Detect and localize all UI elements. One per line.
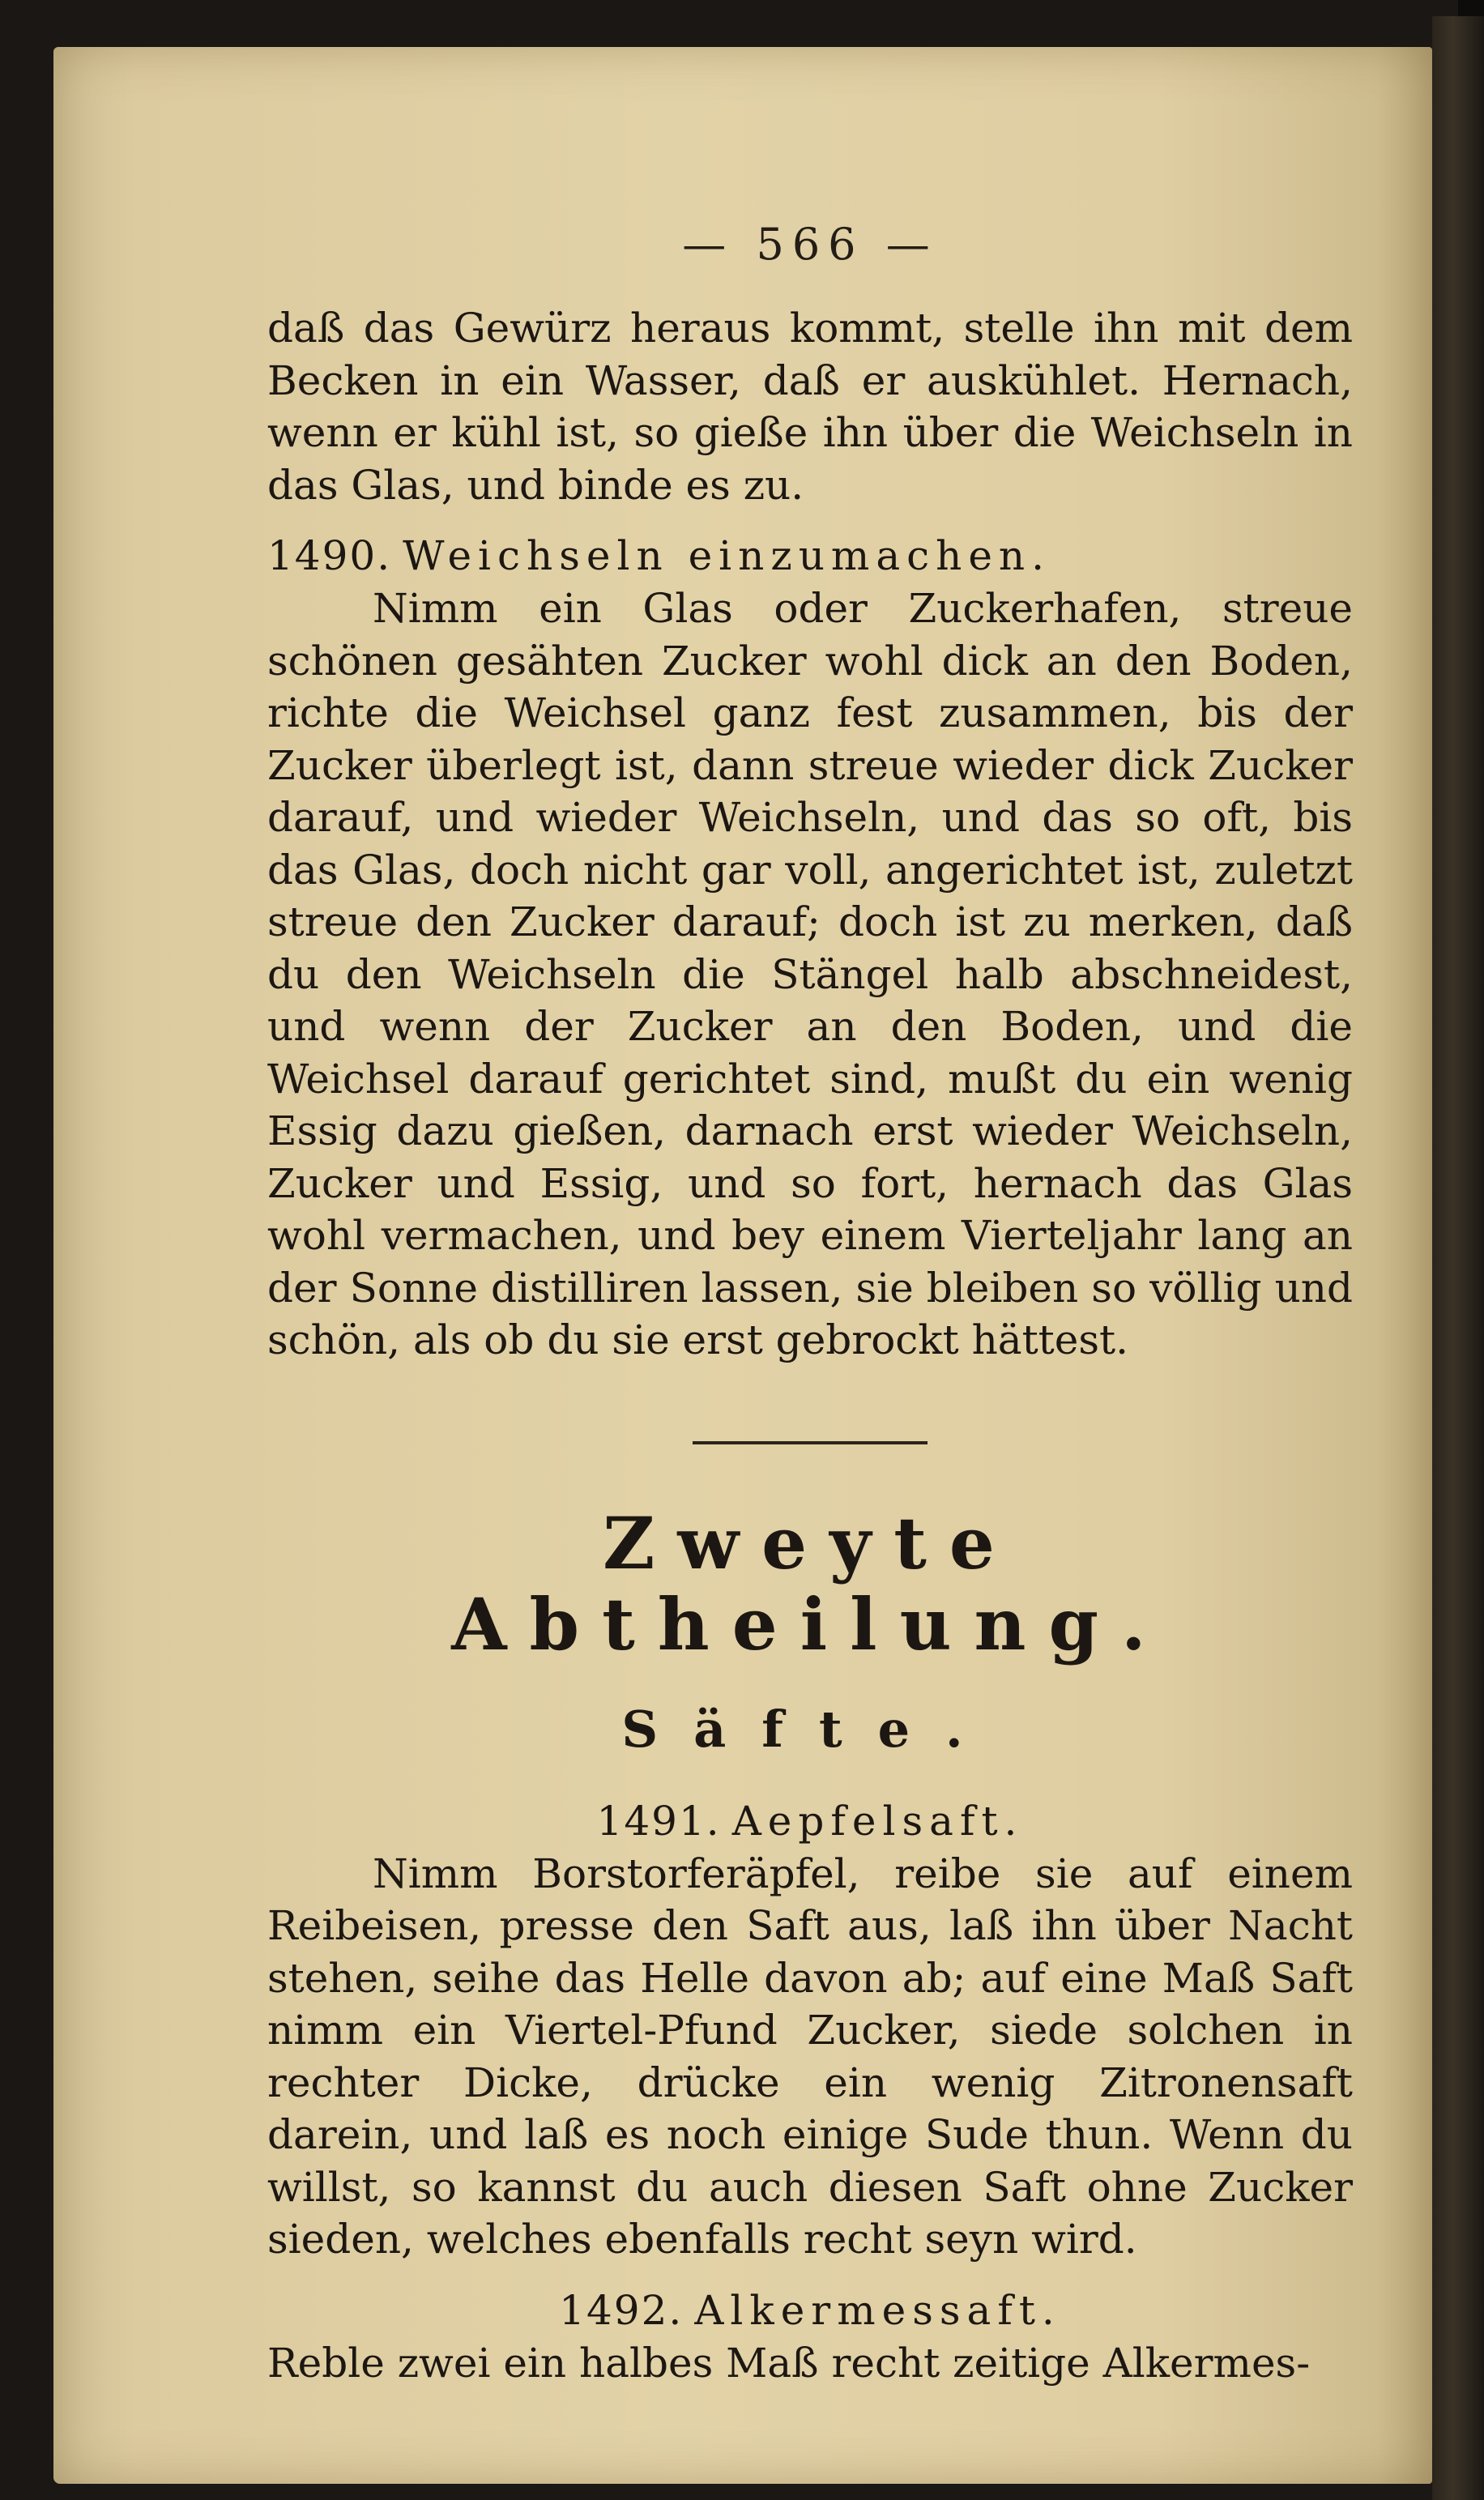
recipe-entry-1492 — [267, 2284, 1353, 2390]
entry-heading — [267, 1794, 1353, 1848]
division-title: Zweyte Abtheilung. — [451, 1500, 1169, 1666]
entry-heading — [267, 529, 1353, 582]
entry-title: Weichseln einzumachen. — [403, 532, 1051, 579]
page-number: — 566 — — [682, 219, 938, 270]
entry-text: Nimm ein Glas oder Zuckerhafen, streue schönen gesähten Zucker wohl dick an den Boden, richte die Weichsel ganz fest zusammen, bis der Zucker überlegt ist, dann streue wieder dick Zucker darauf, und wieder Weichseln, und das so oft, bis das Glas, doch nicht gar voll, angerichtet ist, zuletzt streue den Zucker darauf; doch ist zu merken, daß du den Weichseln die Stängel halb abschneidest, und wenn der Zucker an den Boden, und die Weichsel darauf gerichtet sind, mußt du ein wenig Essig dazu gießen, darnach erst wieder Weichseln, Zucker und Essig, und so fort, hernach das Glas wohl vermachen, und bey einem Vierteljahr lang an der Sonne distilliren lassen, sie bleiben so völlig und schön, als ob du sie erst gebrockt hättest. — [267, 585, 1353, 1363]
entry-text: Reble zwei ein halbes Maß recht zeitige Alkermes- — [267, 2339, 1311, 2387]
entry-title: Aepfelsaft. — [731, 1797, 1024, 1845]
next-page-edge — [1432, 16, 1484, 2500]
entry-heading — [267, 2284, 1353, 2337]
opening-paragraph: daß das Gewürz heraus kommt, stelle ihn mit dem Becken in ein Wasser, daß er auskühlet. Hernach, wenn er kühl ist, so gieße ihn über die Weichseln in das Glas, und binde es zu. — [267, 305, 1353, 509]
recipe-entry-1491 — [267, 1794, 1353, 2266]
entry-title: Alkermessaft. — [694, 2286, 1061, 2334]
recipe-entry-1490 — [267, 529, 1353, 1367]
section-divider-rule — [693, 1441, 927, 1444]
section-title: Säfte. — [621, 1699, 999, 1759]
entry-text: Nimm Borstorferäpfel, reibe sie auf einem Reibeisen, presse den Saft aus, laß ihn über Nacht stehen, seihe das Helle davon ab; auf eine Maß Saft nimm ein Viertel-Pfund Zucker, siede solchen in rechter Dicke, drücke ein wenig Zitronensaft darein, und laß es noch einige Sude thun. Wenn du willst, so kannst du auch diesen Saft ohne Zucker sieden, welches ebenfalls recht seyn wird. — [267, 1849, 1353, 2263]
page-content — [267, 219, 1353, 2389]
entry-number: 1492. — [559, 2286, 684, 2334]
entry-number: 1491. — [596, 1797, 721, 1845]
entry-number: 1490. — [267, 532, 392, 579]
